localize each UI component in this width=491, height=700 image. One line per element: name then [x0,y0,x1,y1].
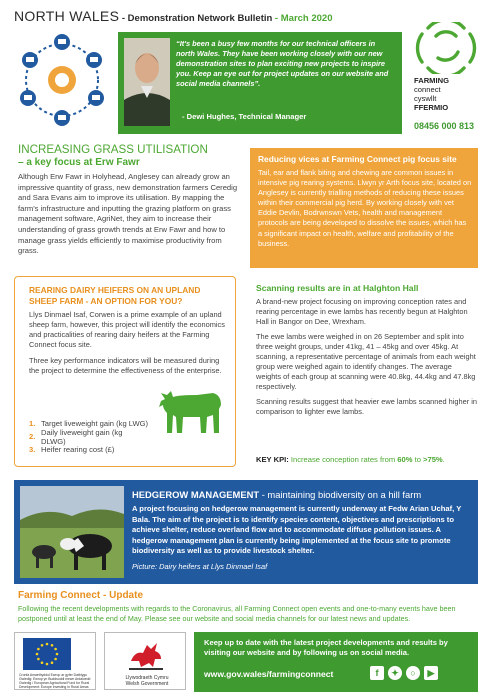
social-icons [370,666,438,680]
kpi-list [29,417,149,456]
pig-article-title: Reducing vices at Farming Connect pig focus site [258,154,457,164]
pig-focus-panel [250,148,478,268]
cow-icon [157,379,227,439]
hedgerow-article-title: HEDGEROW MANAGEMENT - maintaining biodiversity on a hill farm [132,489,422,500]
header-separator: - [119,13,128,24]
eu-flag-icon [23,638,71,670]
quote-author: - Dewi Hughes, Technical Manager [182,112,307,121]
region-title: NORTH WALES [14,8,120,24]
pig-article-body: Tail, ear and flank biting and chewing are common issues in intensive pig rearing systems. Llwyn yr Arth focus site, located on Anglesey is currently trialling methods of reducing these issues within their commercial pig herd. By working closely with vet Eddie Devlin, Bodrwnswn Vets, health and management protocols are being developed to dissolve the issues, which has a significant impact on health, welfare and profitability of the business. [258,168,472,248]
phone-number[interactable]: 08456 000 813 [414,121,475,131]
eu-funding-text: Cronfa Amaethyddol Ewrop ar gyfer Datblygu Gwledig: Ewrop yn Buddsoddi mewn Ardaloedd Gwledig / European Agricultural Fund for Rural Development: Europe Investing in Rural Areas [19,673,91,689]
welsh-government-text: Llywodraeth Cymru Welsh Government [125,675,169,687]
photo-caption: Picture: Dairy heifers at Llys Dinmael Isaf [132,562,268,571]
grass-article-title: INCREASING GRASS UTILISATION [18,143,208,156]
eu-funding-logo [14,632,96,690]
grass-article-body: Although Erw Fawr in Holyhead, Anglesey can already grow an impressive quantity of grass, new demonstration farmers Ceredig and Sara Evans aim to improve its utilisation. By mapping the farm's infrastructure and inputting the grazing platform on grass management software, AgriNet, they aim to increase their understanding of grass growth trends at Erw Fawr and how to manage grass yields efficiently to maximise productivity from grass. [18,172,238,256]
youtube-icon[interactable]: ▶ [424,666,438,680]
footer-text: Keep up to date with the latest project developments and results by visiting our website and by following us on social media. [204,638,448,658]
quote-panel [118,32,402,134]
welsh-dragon-icon [127,637,165,673]
heifer-article-body: Llys Dinmael Isaf, Corwen is a prime example of an upland sheep farm, however, this project will identify the economics and practicalities of rearing dairy heifers at the Farming Connect focus site. Three key performance indicators will be measured during the project to determine the effectiveness of the enterprise. [29,310,225,375]
bulletin-header [14,8,333,24]
technical-manager-photo [124,38,170,126]
dairy-heifers-panel [14,276,236,467]
demonstration-network-icon [8,24,116,132]
twitter-icon[interactable]: ✦ [388,666,402,680]
website-link[interactable]: www.gov.wales/farmingconnect [204,669,334,679]
list-item: 3. Heifer rearing cost (£) [29,445,115,454]
dairy-heifers-photo [20,486,124,578]
farming-connect-logo [408,22,484,74]
scanning-article-title: Scanning results are in at Halghton Hall [256,283,419,293]
scanning-key-kpi: KEY KPI: Increase conception rates from 60% to >75%. [256,455,445,464]
grass-article-subtitle: – a key focus at Erw Fawr [18,157,140,168]
bulletin-date: March 2020 [280,13,333,24]
update-body: Following the recent developments with regards to the Coronavirus, all Farming Connect open events and one-to-many events have been postponed until at least the end of May. Please see our website and social media channels for our latest news and updates. [18,604,456,623]
hedgerow-panel [14,480,478,584]
logo-wordmark: FARMING connect cyswllt FFERMIO [414,76,450,112]
list-item: 2. Daily liveweight gain (kg DLWG) [29,427,123,446]
list-item: 1. Target liveweight gain (kg LWG) [29,419,149,428]
scanning-article-body: A brand-new project focusing on improving conception rates and rearing percentage in ewe lambs has recently begun at Halghton Hall in Bangor on Dee, Wrexham. The ewe lambs were weighed in on 26 September and split into three weight groups, under 41kg, 41 – 45kg and over 45kg. At scanning, a representative percentage of animals from each weight group were weighed again to identify changes. The average weights of each group at scanning were 40.8kg, 44.4kg and 47.8kg respectively. Scanning results suggest that heavier ewe lambs scanned higher in comparison to lighter ewe lambs. [256,297,478,416]
footer-panel [194,632,478,692]
date-separator: - [272,13,281,24]
instagram-icon[interactable]: ○ [406,666,420,680]
bulletin-subtitle: Demonstration Network Bulletin [127,13,273,24]
welsh-government-logo [104,632,186,690]
quote-text: “It's been a busy few months for our technical officers in north Wales. They have been working closely with our new demonstration sites to plan exciting new projects to inspire you. Keep an eye out for project updates on our website and social media channels”. [176,39,389,88]
hedgerow-article-body: A project focusing on hedgerow management is currently underway at Fedw Arian Uchaf, Y Bala. The aim of the project is to identify species content, objectives and prescriptions to achieve shelter, reduce overland flow and to accommodate diffuse pollution issues. A hedgerow management plan is currently being implemented at the focus site to promote biodiversity as well as to provide livestock shelter. [132,504,462,556]
update-title: Farming Connect - Update [18,590,144,601]
facebook-icon[interactable]: f [370,666,384,680]
heifer-article-title: REARING DAIRY HEIFERS ON AN UPLAND SHEEP FARM - AN OPTION FOR YOU? [29,285,201,306]
